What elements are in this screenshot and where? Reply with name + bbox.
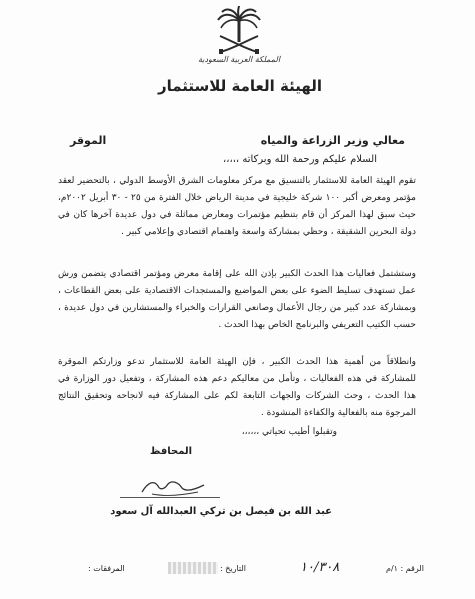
agency-name: الهيئة العامة للاستثمار xyxy=(157,77,323,95)
letter-footer xyxy=(0,560,475,590)
recipient-title: معالي وزير الزراعة والمياه xyxy=(260,134,405,147)
signer-name: عبد الله بن فيصل بن تركي العبدالله آل سعود xyxy=(110,506,332,517)
kingdom-name: المملكة العربية السعودية xyxy=(197,55,281,64)
handwritten-signature-icon xyxy=(138,476,208,498)
body-paragraph: تقوم الهيئة العامة للاستثمار بالتنسيق مع مركز معلومات الشرق الأوسط الدولي ، بالتحضير لعقد مؤتمر ومعرض أكبر ١٠٠ شركة خليجية في مدينة الرياض خلال الفترة من ٢٥ - ٣٠ أبريل ٢٠٠٢م، حيث سبق لهذا المركز أن قام بتنظيم مؤتمرات ومعارض مماثلة في دول عديدة آخرها كان في دولة البحرين الشقيقة ، وحظي بمشاركة واسعة واهتمام اقتصادي وإعلامي كبير . xyxy=(58,176,417,237)
recipient-honorific: الموقر xyxy=(70,134,107,147)
date-label: التاريخ : xyxy=(220,564,247,573)
saudi-emblem-icon xyxy=(216,6,262,56)
body-paragraph: وستشتمل فعاليات هذا الحدث الكبير بإذن الله على إقامة معرض ومؤتمر اقتصادي يتضمن ورش عمل تستهدف تسليط الضوء على بعض المواضيع والمستجدات الاقتصادية على بعض القطاعات ، وبمشاركة عدد كبير من رجال الأعمال وصانعي القرارات والخبراء والمستشارين في دول عديدة ، حسب الكتيب التعريفي والبرنامج الخاص بهذا الحدث . xyxy=(58,269,416,330)
signatory-title: المحافظ xyxy=(150,446,193,457)
reference-label: الرقم : ١/م xyxy=(386,564,424,573)
reference-number: ١٠/٣٠٨ xyxy=(300,560,340,575)
attachments-label: المرفقات : xyxy=(88,564,125,573)
greeting: السلام عليكم ورحمة الله وبركاته ،،،،، xyxy=(223,154,377,165)
faded-date-stamp xyxy=(168,562,218,574)
signature-line xyxy=(120,497,220,498)
body-paragraph: وانطلاقاً من أهمية هذا الحدث الكبير ، فإن الهيئة العامة للاستثمار تدعو وزارتكم الموقرة للمشاركة في هذه الفعاليات ، وتأمل من معاليكم دعم هذه المشاركة ، وتفعيل دور الوزارة في هذا الحدث ، وحث الشركات والجهات التابعة لكم على المشاركة فيه لانجاحه وتحقيق النتائج المرجوة منه بالفعالية والكفاءة المنشودة . xyxy=(58,357,416,418)
closing-line: وتقبلوا أطيب تحياتي ،،،،،، xyxy=(241,427,337,437)
